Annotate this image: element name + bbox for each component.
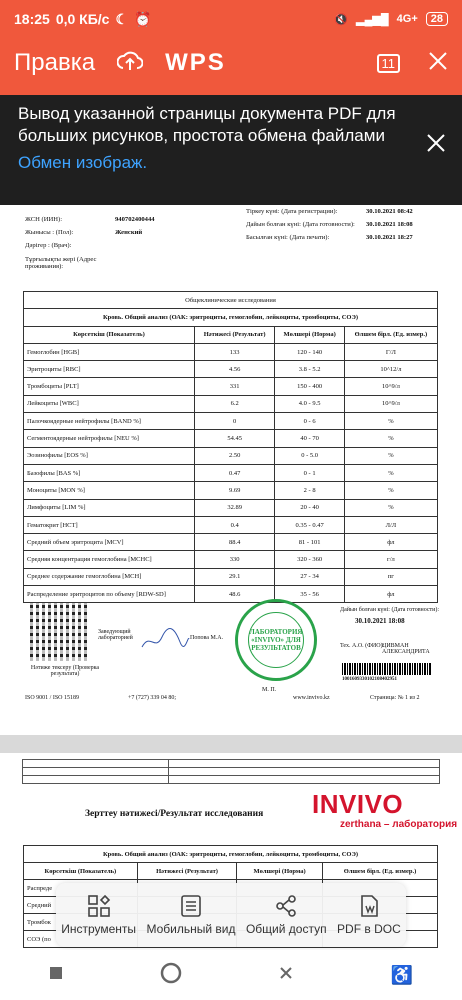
unit-cell: % [344,499,437,516]
edit-title[interactable]: Правка [14,49,96,76]
status-speed: 0,0 КБ/с [55,11,110,27]
page2-title: Зерттеу нәтижесі/Результат исследования [85,809,264,819]
share-button[interactable]: Общий доступ [246,894,327,936]
top-bar [0,0,462,95]
col-header: Өлшем бірл. (Ед. измер.) [344,326,437,343]
network-type: 4G+ [396,13,418,25]
table-row [24,568,438,585]
head-label: Заведующий лабораторией [98,629,133,641]
share-image-link[interactable]: Обмен изображ. [18,153,148,172]
col-header: Көрсеткіш (Показатель) [24,863,138,880]
test-name-cell: Распределение эритроцитов по объему [RDW-SD] [24,586,195,603]
home-icon[interactable] [160,962,182,989]
result-cell: 54.45 [194,430,275,447]
unit-cell: 10^9/л [344,378,437,395]
result-cell: 0.4 [194,516,275,533]
norm-cell: 2 - 8 [275,482,344,499]
phone: +7 (727) 339 04 80; [128,695,177,701]
result-cell: 6.2 [194,395,275,412]
share-icon [275,894,297,918]
unit-cell: % [344,482,437,499]
result-cell: 0.47 [194,464,275,481]
section-title: Общеклинические исследования [24,292,438,309]
norm-cell: 150 - 400 [275,378,344,395]
banner-message: Вывод указанной страницы документа PDF для больших рисунков, простота обмена файлами [18,104,396,145]
website: www.invivo.kz [293,695,330,701]
unit-cell: % [344,413,437,430]
result-cell: 48.6 [194,586,275,603]
back-icon[interactable] [279,966,293,985]
table-row [24,413,438,430]
unit-cell: фл [344,534,437,551]
test-name-cell: Моноциты [MON %] [24,482,195,499]
test-name-cell: Гематокрит [HCT] [24,516,195,533]
table-row [24,447,438,464]
barcode [342,663,432,675]
wps-logo: WPS [165,49,226,76]
col-header: Мөлшері (Норма) [275,326,344,343]
ready-label: Дайын болған күні: (Дата готовности): [340,607,440,613]
close-icon[interactable] [428,51,448,76]
table-row [24,516,438,533]
head-name: Попова М.А. [190,635,224,641]
test-name-cell: Лейкоциты [WBC] [24,395,195,412]
result-cell: 331 [194,378,275,395]
norm-cell: 4.0 - 9.5 [275,395,344,412]
cloud-upload-icon[interactable] [117,50,143,77]
norm-cell: 40 - 70 [275,430,344,447]
tools-grid-icon [87,894,111,918]
lab-results-table [23,291,438,603]
unit-cell: г/л [344,551,437,568]
unit-cell: 10^12/л [344,361,437,378]
qr-caption: Нәтиже тексеру (Проверка результата) [30,665,100,677]
alarm-icon: ⏰ [134,10,152,27]
panel-title: Кровь. Общий анализ (ОАК: эритроциты, гемоглобин, лейкоциты, тромбоциты, СОЭ) [24,309,438,326]
col-header: Нәтижесі (Результат) [137,863,237,880]
col-header: Өлшем бірл. (Ед. измер.) [322,863,437,880]
unit-cell: Л/Л [344,516,437,533]
lab-stamp: ЛАБОРАТОРИЯ «INVIVO» ДЛЯ РЕЗУЛЬТАТОВ [235,599,317,681]
unit-cell: 10^9/л [344,395,437,412]
table-row [24,499,438,516]
result-cell: 88.4 [194,534,275,551]
tools-button[interactable]: Инструменты [61,894,136,936]
norm-cell: 20 - 40 [275,499,344,516]
table-row [24,395,438,412]
pdf-to-doc-button[interactable]: PDF в DOC [337,894,401,936]
norm-cell: 0 - 1 [275,464,344,481]
test-name-cell: Гемоглобин [HGB] [24,343,195,360]
invivo-tagline: zerthana – лаборатория [340,819,458,830]
test-name-cell: Палочкоядерные нейтрофилы [BAND %] [24,413,195,430]
document-page-1[interactable] [0,205,462,735]
unit-cell: пг [344,568,437,585]
unit-cell: % [344,447,437,464]
table-row [24,378,438,395]
test-name-cell: Средний объем эритроцита [MCV] [24,534,195,551]
norm-cell: 0 - 5.0 [275,447,344,464]
test-name-cell: Базофилы [BAS %] [24,464,195,481]
test-name-cell: Тромбоциты [PLT] [24,378,195,395]
mobile-view-icon [180,894,202,918]
ready-date: 30.10.2021 18:08 [355,617,405,625]
table-row [24,430,438,447]
unit-cell: % [344,430,437,447]
result-cell: 4.56 [194,361,275,378]
patient-info: ЖСН (ИИН): 940702400444 Жынысы : (Пол): Женский Дәрігер : (Врач): Тұрғылықты жері (Адрес проживания): [25,216,155,270]
norm-cell: 27 - 34 [275,568,344,585]
unit-cell: Г/Л [344,343,437,360]
bottom-toolbar [56,883,406,947]
invivo-logo: INVIVO [312,789,404,819]
result-cell: 32.89 [194,499,275,516]
unit-cell: % [344,464,437,481]
page-indicator[interactable]: 11 [377,54,401,73]
android-nav-bar [0,950,462,1000]
col-header: Мөлшері (Норма) [237,863,323,880]
norm-cell: 0.35 - 0.47 [275,516,344,533]
test-name-cell: Эритроциты [RBC] [24,361,195,378]
pdf-to-doc-icon [358,894,380,918]
col-header: Нәтижесі (Результат) [194,326,275,343]
result-cell: 29.1 [194,568,275,585]
panel-title: Кровь. Общий анализ (ОАК: эритроциты, гемоглобин, лейкоциты, тромбоциты, СОЭ) [24,846,438,863]
recent-apps-icon[interactable] [49,966,63,985]
table-row [24,343,438,360]
result-cell: 9.69 [194,482,275,499]
test-name-cell: Лимфоциты [LIM %] [24,499,195,516]
battery: 28 [426,12,448,26]
moon-icon: ☾ [115,10,129,27]
status-bar [0,0,462,38]
table-row [24,361,438,378]
test-name-cell: Средняя концентрация гемоглобина [MCHC] [24,551,195,568]
result-cell: 133 [194,343,275,360]
iso-label: ISO 9001 / ISO 15189 [25,695,80,701]
mobile-view-button[interactable]: Мобильный вид [147,894,236,936]
test-name-cell: Среднее содержание гемоглобина [MCH] [24,568,195,585]
col-header: Көрсеткіш (Показатель) [24,326,195,343]
table-cell: СОЭ (по [24,931,138,948]
signature [140,627,190,652]
norm-cell: 320 - 360 [275,551,344,568]
page2-header-table [22,759,440,784]
exec-name: ЦИВМАН АЛЕКСАНДРИТА [382,643,430,655]
dates-info: Тіркеу күні: (Дата регистрации): 30.10.2021 08:42 Дайын болған күні: (Дата готовности): 30.10.2021 18:08 Басылған күні: (Дата печати): 30.10.2021 18:27 [246,208,413,241]
signal-icon: ▂▄▆█ [356,13,389,26]
app-bar [0,38,462,88]
table-cell: Тромбок [24,914,138,931]
mute-icon: 🔇 [334,13,349,26]
page-number: Страница: № 1 из 2 [370,695,420,701]
barcode-number: 1001609330102108402951 [342,677,397,682]
result-cell: 330 [194,551,275,568]
table-row [24,482,438,499]
accessibility-icon[interactable]: ♿ [390,964,414,985]
norm-cell: 3.8 - 5.2 [275,361,344,378]
page-gap [0,735,462,753]
result-cell: 0 [194,413,275,430]
exec-label: Тех. А.О. (ФИО): [340,643,385,649]
banner-close-icon[interactable] [426,133,446,158]
test-name-cell: Эозинофилы [EOS %] [24,447,195,464]
mp-label: М. П. [262,687,277,693]
test-name-cell: Сегментоядерные нейтрофилы [NEU %] [24,430,195,447]
table-cell: Средний [24,897,138,914]
table-row [24,551,438,568]
result-cell: 2.50 [194,447,275,464]
document-footer [0,599,462,709]
table-cell: Распреде [24,880,138,897]
norm-cell: 35 - 56 [275,586,344,603]
unit-cell: фл [344,586,437,603]
norm-cell: 81 - 101 [275,534,344,551]
norm-cell: 120 - 140 [275,343,344,360]
promo-banner [0,95,462,205]
table-row [24,464,438,481]
status-time: 18:25 [14,11,50,27]
table-row [24,534,438,551]
norm-cell: 0 - 6 [275,413,344,430]
